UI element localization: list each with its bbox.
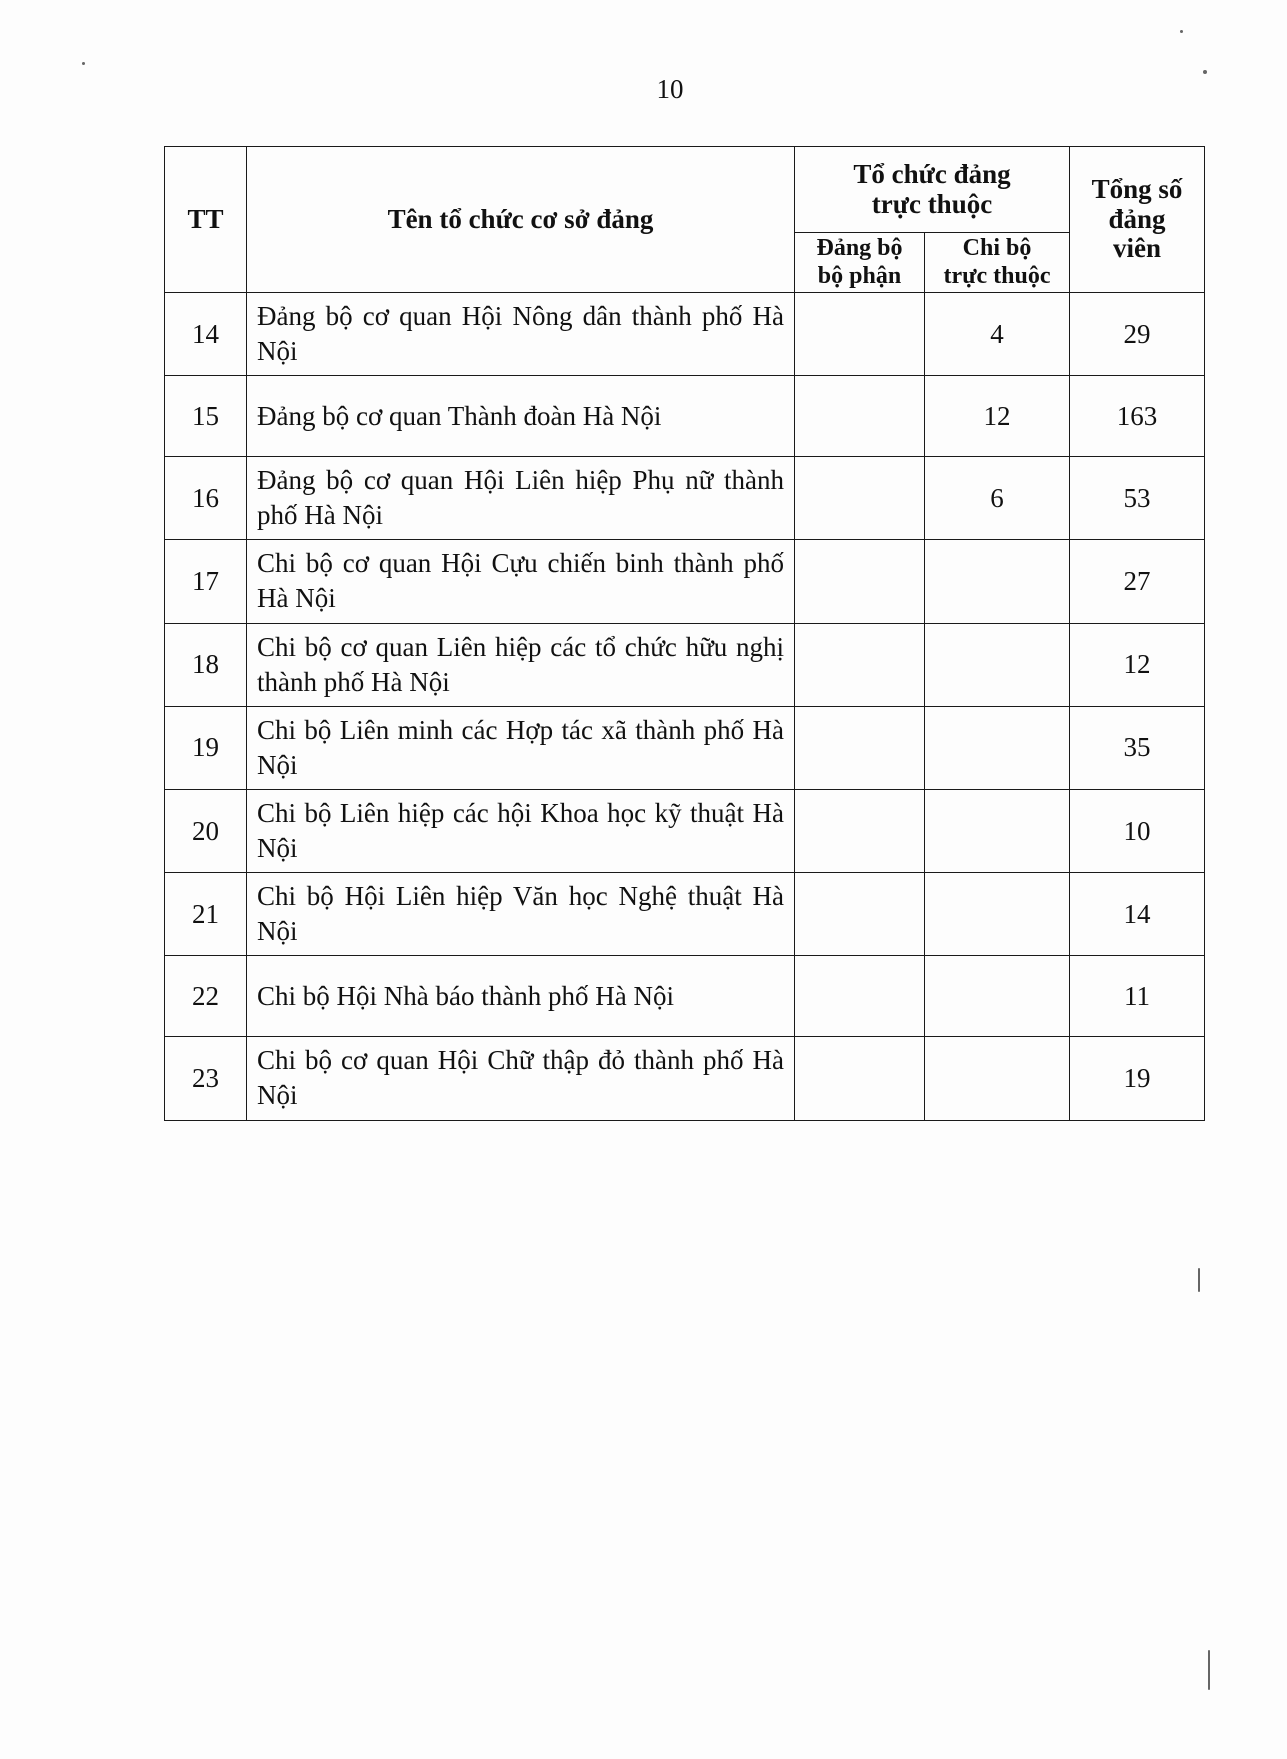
party-division-count	[795, 706, 925, 789]
party-cell-count	[925, 956, 1070, 1037]
header-party-cell	[925, 233, 1070, 293]
party-division-count	[795, 540, 925, 623]
header-party-cell-label: Chi bộ trực thuộc	[943, 234, 1051, 289]
row-number: 15	[165, 376, 247, 457]
total-members: 53	[1070, 457, 1205, 540]
organization-name: Chi bộ Liên hiệp các hội Khoa học kỹ thuật Hà Nội	[247, 789, 795, 872]
scan-speck	[1198, 1268, 1200, 1292]
total-members: 19	[1070, 1037, 1205, 1120]
row-number: 21	[165, 873, 247, 956]
party-cell-count: 12	[925, 376, 1070, 457]
row-number: 16	[165, 457, 247, 540]
row-number: 20	[165, 789, 247, 872]
total-members: 10	[1070, 789, 1205, 872]
party-cell-count	[925, 540, 1070, 623]
organization-name: Chi bộ cơ quan Liên hiệp các tổ chức hữu nghị thành phố Hà Nội	[247, 623, 795, 706]
row-number: 22	[165, 956, 247, 1037]
organization-name: Chi bộ cơ quan Hội Chữ thập đỏ thành phố Hà Nội	[247, 1037, 795, 1120]
table-row	[165, 706, 1205, 789]
table-row	[165, 789, 1205, 872]
scan-speck	[1208, 1650, 1210, 1690]
header-total-members-label: Tổng số đảng viên	[1091, 173, 1183, 264]
organization-name: Đảng bộ cơ quan Thành đoàn Hà Nội	[247, 376, 795, 457]
party-cell-count: 6	[925, 457, 1070, 540]
table-row	[165, 873, 1205, 956]
table-row	[165, 956, 1205, 1037]
party-division-count	[795, 789, 925, 872]
total-members: 35	[1070, 706, 1205, 789]
header-affiliated-group-label: Tổ chức đảng trực thuộc	[853, 158, 1011, 219]
total-members: 14	[1070, 873, 1205, 956]
scan-speck	[1180, 30, 1183, 33]
table-row	[165, 293, 1205, 376]
table-row	[165, 540, 1205, 623]
total-members: 29	[1070, 293, 1205, 376]
party-division-count	[795, 956, 925, 1037]
party-division-count	[795, 376, 925, 457]
table-row	[165, 457, 1205, 540]
party-cell-count	[925, 706, 1070, 789]
party-division-count	[795, 873, 925, 956]
table-row	[165, 1037, 1205, 1120]
organization-name: Chi bộ Liên minh các Hợp tác xã thành phố Hà Nội	[247, 706, 795, 789]
row-number: 17	[165, 540, 247, 623]
party-division-count	[795, 293, 925, 376]
row-number: 19	[165, 706, 247, 789]
table-row	[165, 623, 1205, 706]
total-members: 163	[1070, 376, 1205, 457]
total-members: 11	[1070, 956, 1205, 1037]
party-cell-count	[925, 789, 1070, 872]
header-affiliated-group	[795, 147, 1070, 233]
header-party-division	[795, 233, 925, 293]
header-tt: TT	[165, 147, 247, 293]
total-members: 27	[1070, 540, 1205, 623]
row-number: 14	[165, 293, 247, 376]
total-members: 12	[1070, 623, 1205, 706]
party-cell-count	[925, 623, 1070, 706]
party-division-count	[795, 1037, 925, 1120]
organization-name: Đảng bộ cơ quan Hội Nông dân thành phố Hà Nội	[247, 293, 795, 376]
party-division-count	[795, 457, 925, 540]
organization-name: Chi bộ cơ quan Hội Cựu chiến binh thành phố Hà Nội	[247, 540, 795, 623]
party-division-count	[795, 623, 925, 706]
party-cell-count	[925, 873, 1070, 956]
page-number: 10	[656, 74, 684, 104]
organization-name: Đảng bộ cơ quan Hội Liên hiệp Phụ nữ thành phố Hà Nội	[247, 457, 795, 540]
party-organization-table	[164, 146, 1205, 1121]
table-row	[165, 376, 1205, 457]
scan-speck	[82, 62, 85, 65]
party-cell-count: 4	[925, 293, 1070, 376]
header-name: Tên tổ chức cơ sở đảng	[247, 147, 795, 293]
header-party-division-label: Đảng bộ bộ phận	[816, 234, 903, 289]
organization-name: Chi bộ Hội Liên hiệp Văn học Nghệ thuật Hà Nội	[247, 873, 795, 956]
row-number: 18	[165, 623, 247, 706]
row-number: 23	[165, 1037, 247, 1120]
party-cell-count	[925, 1037, 1070, 1120]
organization-name: Chi bộ Hội Nhà báo thành phố Hà Nội	[247, 956, 795, 1037]
header-total-members	[1070, 147, 1205, 293]
scan-speck	[1203, 70, 1207, 74]
